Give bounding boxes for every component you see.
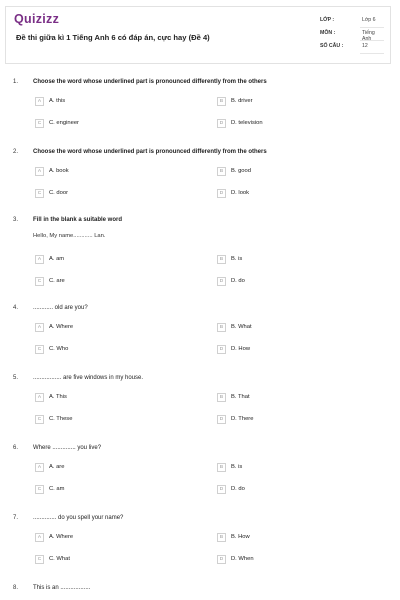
question-number: 1.: [13, 79, 19, 85]
option-text: C. are: [49, 278, 65, 284]
option-letter-box: C: [35, 119, 44, 128]
option-letter-box: D: [217, 345, 226, 354]
option-text: B. is: [231, 464, 243, 470]
option-letter-box: A: [35, 255, 44, 264]
option-letter-box: B: [217, 97, 226, 106]
meta-value: Tiếng Anh: [362, 30, 375, 42]
option-text: C. door: [49, 190, 69, 196]
question-text: Fill in the blank a suitable word: [33, 217, 123, 223]
question-text: .............. do you spell your name?: [33, 515, 124, 521]
option-letter-box: C: [35, 485, 44, 494]
option-text: D. do: [231, 278, 245, 284]
option-text: D. do: [231, 486, 245, 492]
meta-row-class: [314, 15, 384, 28]
question-number: 2.: [13, 149, 19, 155]
option-text: A. are: [49, 464, 65, 470]
question-text: ................. are five windows in my house.: [33, 375, 144, 381]
meta-value: 12: [362, 43, 368, 49]
meta-row-count: [314, 41, 384, 54]
option-text: A. am: [49, 256, 65, 262]
question-number: 3.: [13, 217, 19, 223]
option-letter-box: C: [35, 345, 44, 354]
question-sentence: Hello, My name............ Lan.: [33, 233, 106, 239]
option-letter-box: B: [217, 533, 226, 542]
option-letter-box: C: [35, 555, 44, 564]
option-letter-box: A: [35, 463, 44, 472]
option-letter-box: D: [217, 485, 226, 494]
question-number: 8.: [13, 585, 19, 591]
option-text: B. driver: [231, 98, 253, 104]
option-letter-box: A: [35, 167, 44, 176]
option-letter-box: D: [217, 119, 226, 128]
option-letter-box: C: [35, 277, 44, 286]
option-text: B. What: [231, 324, 252, 330]
option-letter-box: A: [35, 533, 44, 542]
option-letter-box: B: [217, 167, 226, 176]
option-letter-box: A: [35, 97, 44, 106]
option-text: D. There: [231, 416, 254, 422]
option-text: D. How: [231, 346, 251, 352]
quizizz-logo: Quizizz: [14, 12, 60, 26]
option-letter-box: A: [35, 323, 44, 332]
option-text: A. Where: [49, 324, 74, 330]
option-letter-box: D: [217, 555, 226, 564]
option-text: D. When: [231, 556, 254, 562]
question-text: ............ old are you?: [33, 305, 88, 311]
meta-key: LỚP :: [320, 17, 335, 23]
option-text: C. Who: [49, 346, 69, 352]
option-text: A. This: [49, 394, 67, 400]
question-text: This is an ..................: [33, 585, 91, 591]
question-number: 7.: [13, 515, 19, 521]
option-letter-box: C: [35, 189, 44, 198]
option-letter-box: B: [217, 393, 226, 402]
option-text: B. is: [231, 256, 243, 262]
option-letter-box: A: [35, 393, 44, 402]
question-text: Choose the word whose underlined part is pronounced differently from the others: [33, 79, 267, 85]
option-letter-box: D: [217, 415, 226, 424]
option-letter-box: D: [217, 277, 226, 286]
meta-value: Lớp 6: [362, 17, 376, 23]
question-number: 6.: [13, 445, 19, 451]
option-text: C. engineer: [49, 120, 79, 126]
question-text: Choose the word whose underlined part is pronounced differently from the others: [33, 149, 267, 155]
option-letter-box: D: [217, 189, 226, 198]
worksheet-header: [5, 6, 391, 64]
option-text: A. this: [49, 98, 66, 104]
option-letter-box: B: [217, 463, 226, 472]
meta-row-subject: [314, 28, 384, 41]
option-text: A. book: [49, 168, 69, 174]
option-text: C. These: [49, 416, 73, 422]
option-text: B. How: [231, 534, 250, 540]
option-text: A. Where: [49, 534, 74, 540]
option-letter-box: B: [217, 255, 226, 264]
question-number: 5.: [13, 375, 19, 381]
option-text: D. television: [231, 120, 263, 126]
option-letter-box: C: [35, 415, 44, 424]
option-text: D. look: [231, 190, 250, 196]
option-text: B. That: [231, 394, 250, 400]
option-text: C. What: [49, 556, 70, 562]
option-text: C. am: [49, 486, 65, 492]
option-letter-box: B: [217, 323, 226, 332]
meta-underline: [360, 53, 384, 54]
worksheet-meta: [314, 15, 384, 54]
option-text: B. good: [231, 168, 251, 174]
question-text: Where .............. you live?: [33, 445, 102, 451]
meta-key: MÔN :: [320, 30, 336, 36]
worksheet-title: Đề thi giữa kì 1 Tiếng Anh 6 có đáp án, cực hay (Đề 4): [16, 33, 210, 42]
meta-key: SỐ CÂU :: [320, 43, 344, 49]
question-number: 4.: [13, 305, 19, 311]
